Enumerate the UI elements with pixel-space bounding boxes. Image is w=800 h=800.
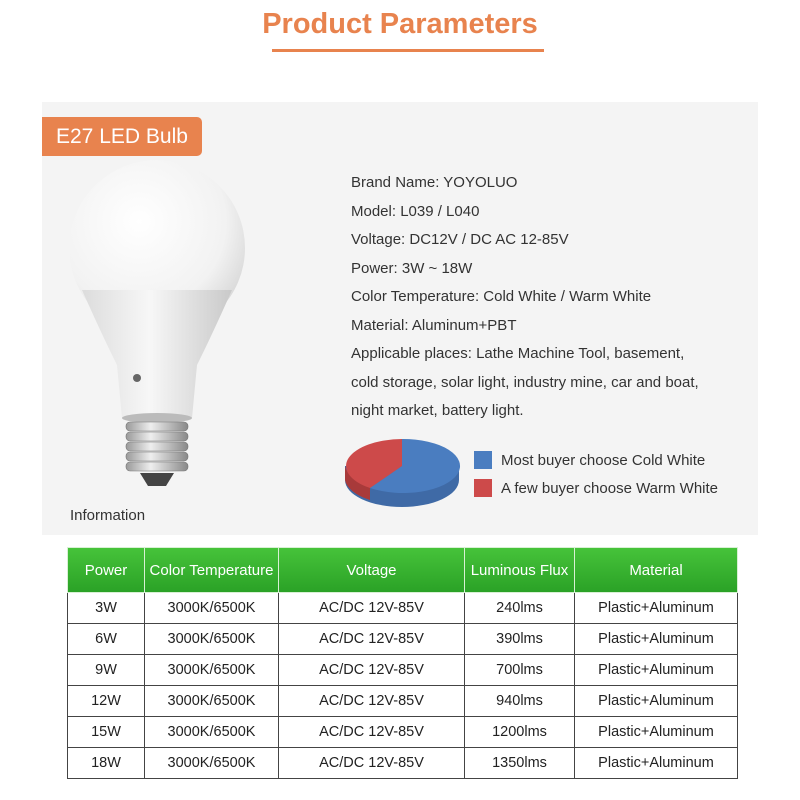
table-cell: 3000K/6500K <box>145 624 279 655</box>
product-tag: E27 LED Bulb <box>42 117 202 156</box>
column-header: Color Temperature <box>145 548 279 593</box>
table-cell: 18W <box>68 748 145 779</box>
table-cell: 700lms <box>465 655 575 686</box>
spec-line: cold storage, solar light, industry mine, car and boat, <box>351 373 699 391</box>
table-cell: Plastic+Aluminum <box>575 717 738 748</box>
table-row <box>68 748 738 779</box>
table-row <box>68 717 738 748</box>
spec-line: Power: 3W ~ 18W <box>351 259 473 277</box>
table-row <box>68 655 738 686</box>
table-cell: 1200lms <box>465 717 575 748</box>
spec-line: Color Temperature: Cold White / Warm White <box>351 288 652 305</box>
legend-item <box>474 474 718 502</box>
table-row <box>68 593 738 624</box>
table-cell: AC/DC 12V-85V <box>279 593 465 624</box>
table-cell: 15W <box>68 717 145 748</box>
parameter-table <box>67 547 737 779</box>
table-cell: AC/DC 12V-85V <box>279 717 465 748</box>
table-cell: AC/DC 12V-85V <box>279 686 465 717</box>
column-header: Material <box>575 548 738 593</box>
table-cell: AC/DC 12V-85V <box>279 624 465 655</box>
table-cell: Plastic+Aluminum <box>575 624 738 655</box>
title-underline <box>272 49 544 52</box>
table-cell: 12W <box>68 686 145 717</box>
column-header: Power <box>68 548 145 593</box>
table-cell: 240lms <box>465 593 575 624</box>
table-cell: Plastic+Aluminum <box>575 686 738 717</box>
spec-line: Brand Name: YOYOLUO <box>351 174 518 191</box>
legend-swatch-cold <box>474 451 492 469</box>
table-cell: Plastic+Aluminum <box>575 748 738 779</box>
table-header-row <box>68 548 738 593</box>
buyer-preference-pie <box>340 428 465 518</box>
table-cell: 3000K/6500K <box>145 593 279 624</box>
table-cell: Plastic+Aluminum <box>575 593 738 624</box>
page-title: Product Parameters <box>262 8 538 40</box>
table-cell: 390lms <box>465 624 575 655</box>
table-cell: 3000K/6500K <box>145 717 279 748</box>
table-cell: 3000K/6500K <box>145 686 279 717</box>
table-cell: 1350lms <box>465 748 575 779</box>
legend-swatch-warm <box>474 479 492 497</box>
table-cell: 3W <box>68 593 145 624</box>
legend-item <box>474 446 718 474</box>
led-bulb-image <box>62 160 252 490</box>
table-cell: AC/DC 12V-85V <box>279 748 465 779</box>
spec-line: Applicable places: Lathe Machine Tool, basement, <box>351 345 685 362</box>
spec-line: Material: Aluminum+PBT <box>351 316 517 334</box>
table-cell: 3000K/6500K <box>145 655 279 686</box>
column-header: Luminous Flux <box>465 548 575 593</box>
information-label: Information <box>70 507 146 524</box>
legend-label: A few buyer choose Warm White <box>501 479 719 497</box>
table-cell: 940lms <box>465 686 575 717</box>
table-cell: 3000K/6500K <box>145 748 279 779</box>
table-row <box>68 624 738 655</box>
legend-label: Most buyer choose Cold White <box>501 451 706 469</box>
table-row <box>68 686 738 717</box>
column-header: Voltage <box>279 548 465 593</box>
spec-list <box>351 169 699 426</box>
spec-line: Model: L039 / L040 <box>351 202 480 220</box>
table-cell: AC/DC 12V-85V <box>279 655 465 686</box>
spec-line: Voltage: DC12V / DC AC 12-85V <box>351 231 569 248</box>
pie-legend <box>474 446 718 502</box>
table-cell: Plastic+Aluminum <box>575 655 738 686</box>
table-cell: 9W <box>68 655 145 686</box>
table-cell: 6W <box>68 624 145 655</box>
spec-line: night market, battery light. <box>351 402 524 419</box>
